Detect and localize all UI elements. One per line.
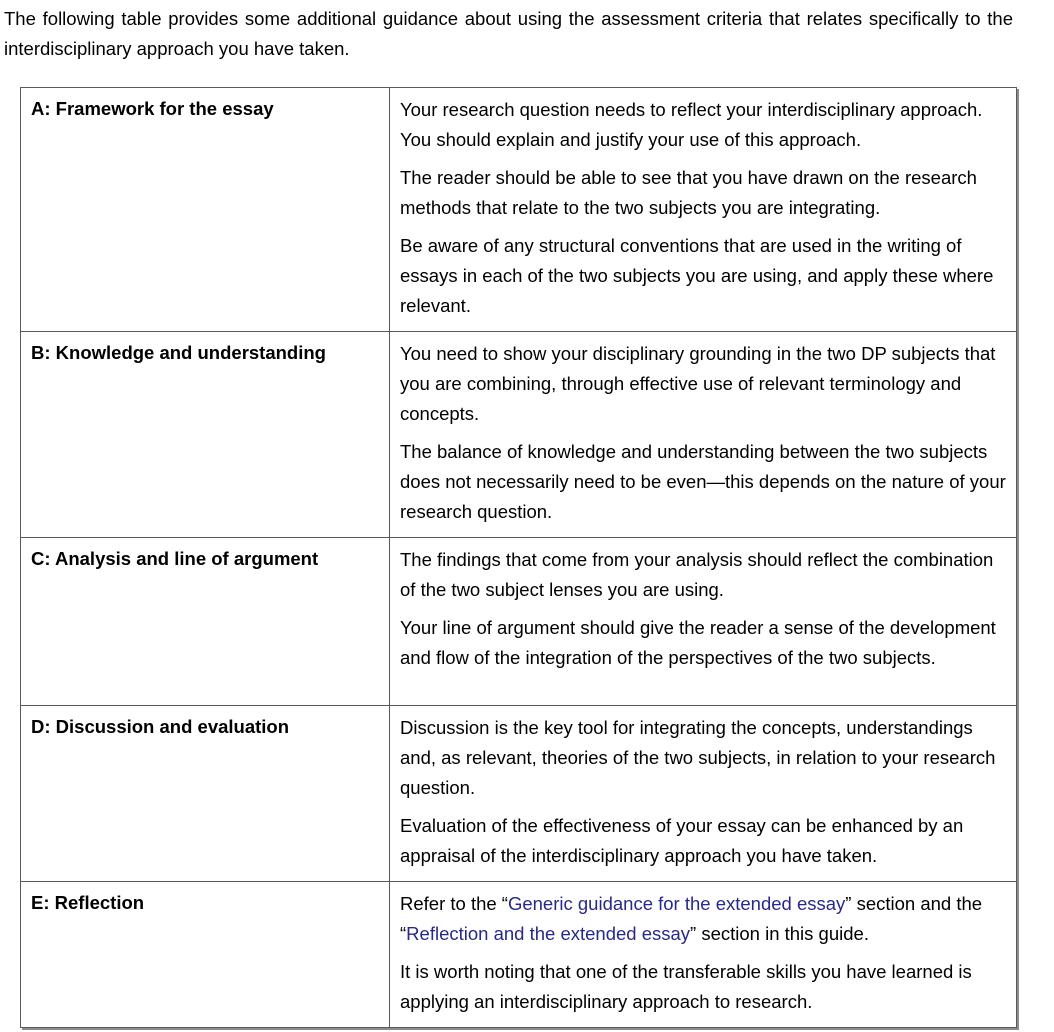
table-row (21, 706, 1017, 882)
criterion-cell: E: Reflection (21, 882, 390, 1028)
section-link[interactable]: Reflection and the extended essay (406, 923, 691, 944)
guidance-paragraph: Your research question needs to reflect your interdisciplinary approach. You should explain and justify your use of this approach. (400, 99, 983, 150)
guidance-paragraph: You need to show your disciplinary grounding in the two DP subjects that you are combining, through effective use of relevant terminology and concepts. (400, 343, 996, 424)
guidance-cell (390, 706, 1017, 882)
assessment-guidance-table (20, 87, 1017, 1028)
guidance-paragraph: Discussion is the key tool for integrating the concepts, understandings and, as relevant, theories of the two subjects, in relation to your research question. (400, 717, 996, 798)
section-link[interactable]: Generic guidance for the extended essay (507, 893, 846, 914)
criterion-cell: C: Analysis and line of argument (21, 538, 390, 706)
table-body (21, 88, 1017, 1028)
table-row (21, 882, 1017, 1028)
guidance-cell (390, 88, 1017, 332)
guidance-cell (390, 332, 1017, 538)
criterion-cell: A: Framework for the essay (21, 88, 390, 332)
guidance-cell (390, 538, 1017, 706)
guidance-paragraph: Your line of argument should give the reader a sense of the development and flow of the integration of the perspectives of the two subjects. (400, 617, 996, 668)
criterion-cell: B: Knowledge and understanding (21, 332, 390, 538)
table-row (21, 88, 1017, 332)
guidance-paragraph: Refer to the “Generic guidance for the extended essay” section and the “Reflection and the extended essay” section in this guide. (400, 893, 983, 944)
table-row (21, 538, 1017, 706)
guidance-paragraph: The findings that come from your analysis should reflect the combination of the two subject lenses you are using. (400, 549, 994, 600)
intro-paragraph: The following table provides some additional guidance about using the assessment criteria that relates specifically to the interdisciplinary approach you have taken. (4, 8, 1013, 59)
guidance-cell (390, 882, 1017, 1028)
table-row (21, 332, 1017, 538)
guidance-paragraph: The reader should be able to see that you have drawn on the research methods that relate to the two subjects you are integrating. (400, 167, 977, 218)
guidance-paragraph: Evaluation of the effectiveness of your essay can be enhanced by an appraisal of the interdisciplinary approach you have taken. (400, 815, 964, 866)
criterion-cell: D: Discussion and evaluation (21, 706, 390, 882)
guidance-paragraph: Be aware of any structural conventions that are used in the writing of essays in each of the two subjects you are using, and apply these where relevant. (400, 235, 994, 316)
document-page (0, 4, 1054, 1032)
guidance-paragraph: It is worth noting that one of the transferable skills you have learned is applying an interdisciplinary approach to research. (400, 961, 972, 1012)
guidance-paragraph: The balance of knowledge and understanding between the two subjects does not necessarily need to be even—this depends on the nature of your research question. (400, 441, 1006, 522)
